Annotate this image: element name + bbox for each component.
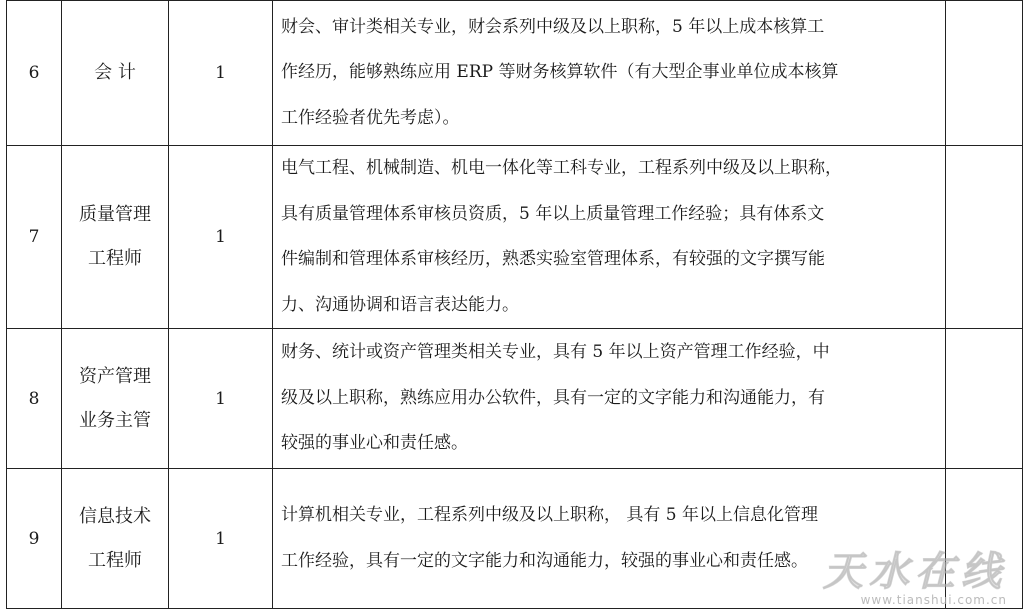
requirement-line: 力、沟通协调和语言表达能力。 xyxy=(281,294,519,315)
remarks xyxy=(946,329,1023,469)
job-requirements-table xyxy=(6,0,1023,609)
remarks xyxy=(946,1,1023,146)
requirement-line: 计算机相关专业，工程系列中级及以上职称， 具有 5 年以上信息化管理 xyxy=(281,505,819,525)
remarks xyxy=(946,146,1023,329)
remarks xyxy=(946,469,1023,609)
row-number: 7 xyxy=(7,146,62,329)
watermark-url: www.tianshui.com.cn xyxy=(860,593,1007,607)
post-name-line: 质量管理 xyxy=(79,204,151,225)
headcount: 1 xyxy=(169,1,273,146)
post-name-line: 信息技术 xyxy=(79,505,151,527)
requirement-line: 具有质量管理体系审核员资质，5 年以上质量管理工作经验；具有体系文 xyxy=(281,203,825,224)
requirement-line: 工作经验，具有一定的文字能力和沟通能力，较强的事业心和责任感。 xyxy=(281,550,808,571)
watermark-logo-text: 天水在线 xyxy=(823,549,1007,595)
table-row xyxy=(7,469,1023,609)
row-number: 9 xyxy=(7,469,62,609)
table-row xyxy=(7,1,1023,146)
post-name xyxy=(62,1,169,146)
requirement-line: 财务、统计或资产管理类相关专业，具有 5 年以上资产管理工作经验，中 xyxy=(281,342,830,363)
post-name-line: 资产管理 xyxy=(79,365,151,387)
requirement-line: 财会、审计类相关专业，财会系列中级及以上职称，5 年以上成本核算工 xyxy=(281,16,825,37)
requirement-line: 工作经验者优先考虑）。 xyxy=(281,107,460,128)
headcount: 1 xyxy=(169,469,273,609)
requirement-line: 件编制和管理体系审核经历，熟悉实验室管理体系，有较强的文字撰写能 xyxy=(281,249,825,269)
requirements xyxy=(273,329,946,469)
row-number: 8 xyxy=(7,329,62,469)
requirement-line: 级及以上职称，熟练应用办公软件，具有一定的文字能力和沟通能力，有 xyxy=(281,387,825,408)
table-row xyxy=(7,329,1023,469)
post-name xyxy=(62,469,169,609)
post-name-line: 会 计 xyxy=(94,62,136,83)
requirement-line: 较强的事业心和责任感。 xyxy=(281,433,468,454)
requirements xyxy=(273,146,946,329)
headcount: 1 xyxy=(169,329,273,469)
post-name-line: 工程师 xyxy=(88,248,142,269)
headcount: 1 xyxy=(169,146,273,329)
requirements xyxy=(273,469,946,609)
requirements xyxy=(273,1,946,146)
table-row xyxy=(7,146,1023,329)
requirement-line: 作经历，能够熟练应用 ERP 等财务核算软件（有大型企事业单位成本核算 xyxy=(281,62,839,83)
post-name xyxy=(62,329,169,469)
post-name-line: 业务主管 xyxy=(79,409,151,431)
requirement-line: 电气工程、机械制造、机电一体化等工科专业，工程系列中级及以上职称， xyxy=(281,158,842,178)
row-number: 6 xyxy=(7,1,62,146)
post-name-line: 工程师 xyxy=(88,549,142,571)
post-name xyxy=(62,146,169,329)
